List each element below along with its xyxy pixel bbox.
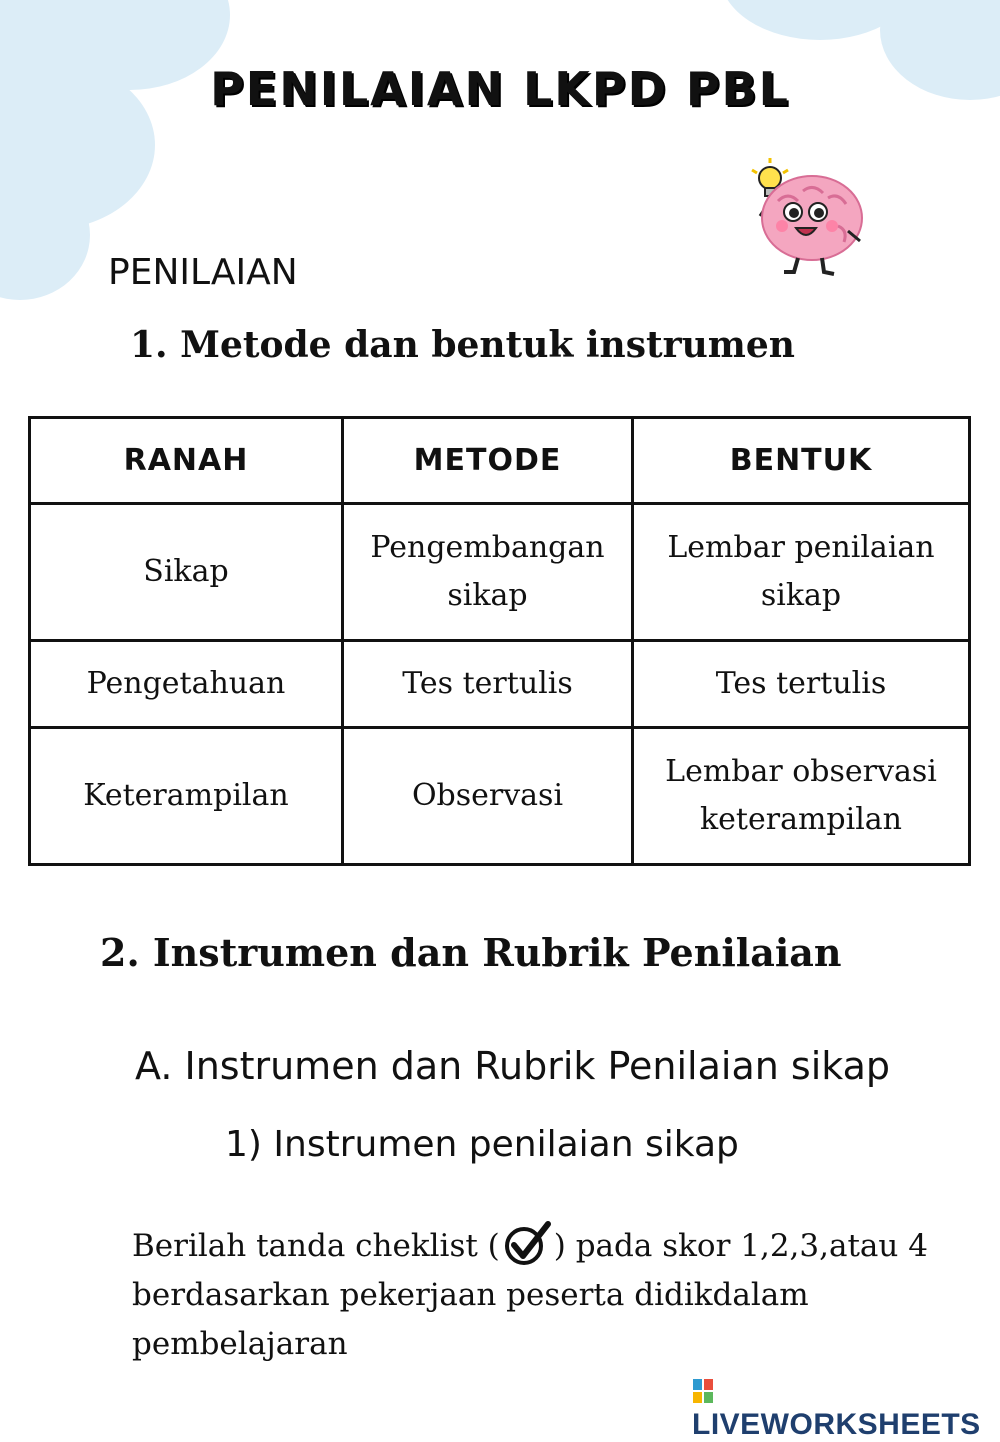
table-cell: Keterampilan — [30, 728, 343, 865]
instruction-text — [132, 1220, 932, 1369]
table-cell: Pengembangan sikap — [343, 504, 633, 641]
liveworksheets-logo — [692, 1374, 1000, 1442]
table-cell: Pengetahuan — [30, 641, 343, 728]
instruction-part-2: ) pada skor 1,2,3,atau 4 berdasarkan pekerjaan peserta didikdalam pembelajaran — [132, 1228, 928, 1362]
table-cell: Tes tertulis — [633, 641, 970, 728]
heading-metode: 1. Metode dan bentuk instrumen — [130, 324, 795, 366]
instruction-part-1: Berilah tanda cheklist ( — [132, 1228, 500, 1264]
brain-mascot-icon — [748, 156, 878, 281]
section-label: PENILAIAN — [108, 252, 298, 293]
liveworksheets-logo-icon — [692, 1378, 714, 1404]
subheading-1: 1) Instrumen penilaian sikap — [225, 1124, 739, 1165]
subheading-a: A. Instrumen dan Rubrik Penilaian sikap — [135, 1044, 891, 1088]
brand-text: LIVEWORKSHEETS — [692, 1408, 981, 1441]
page-title: PENILAIAN LKPD PBL — [210, 62, 790, 116]
header-bentuk: BENTUK — [633, 418, 970, 504]
table-row — [30, 728, 970, 865]
table-cell: Lembar observasi keterampilan — [633, 728, 970, 865]
heading-instrumen: 2. Instrumen dan Rubrik Penilaian — [100, 930, 842, 975]
header-ranah: RANAH — [30, 418, 343, 504]
checkmark-circle-icon — [500, 1220, 554, 1266]
header-metode: METODE — [343, 418, 633, 504]
table-row — [30, 504, 970, 641]
table-cell: Observasi — [343, 728, 633, 865]
table-row — [30, 641, 970, 728]
table-cell: Tes tertulis — [343, 641, 633, 728]
table-header-row — [30, 418, 970, 504]
methods-table — [28, 416, 971, 866]
table-cell: Sikap — [30, 504, 343, 641]
table-cell: Lembar penilaian sikap — [633, 504, 970, 641]
